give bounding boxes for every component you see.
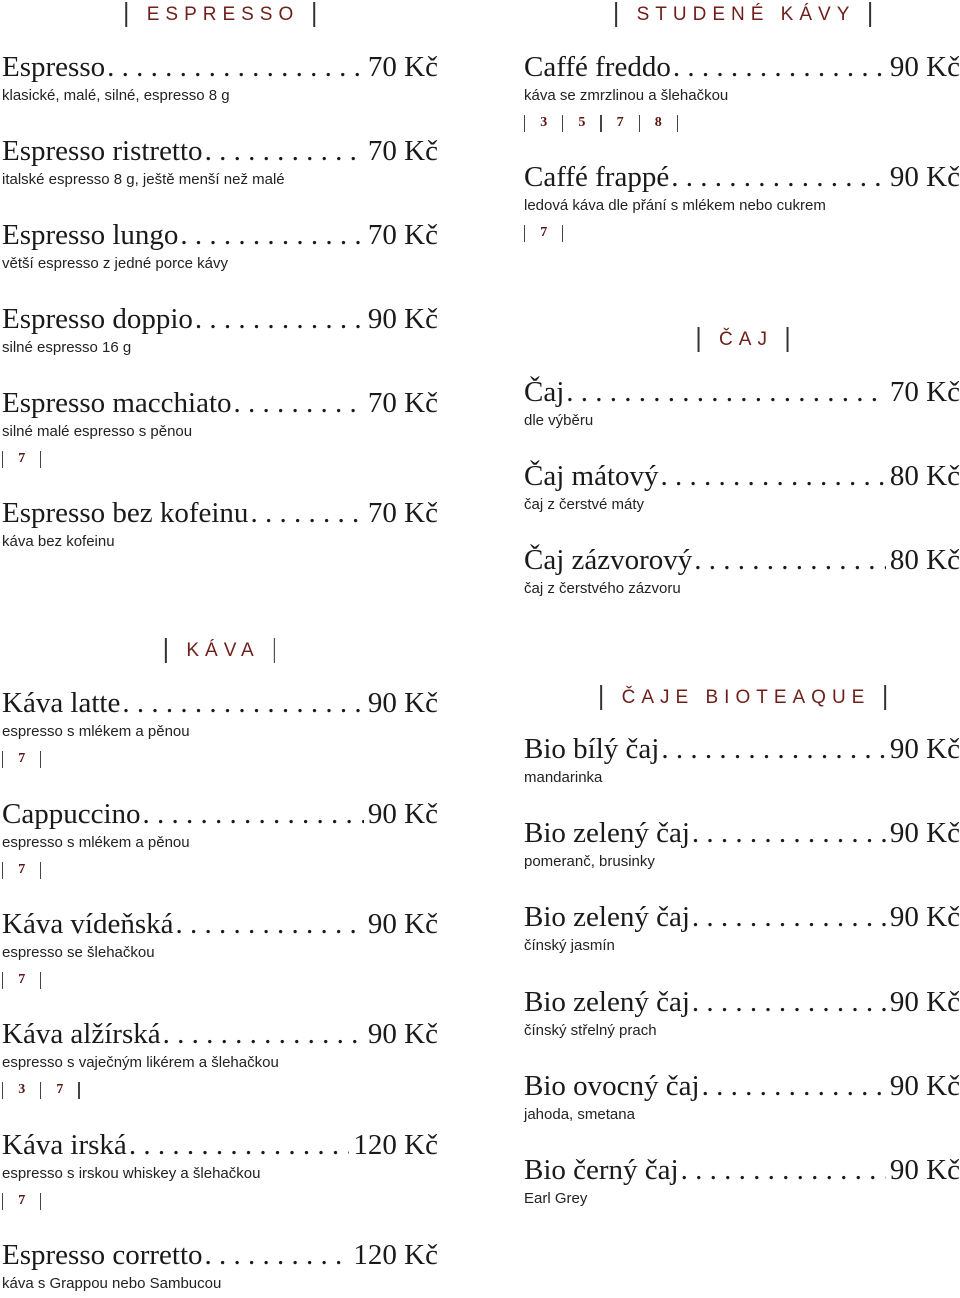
menu-item xyxy=(524,985,960,1040)
leader-dots xyxy=(681,1153,886,1187)
item-description: ledová káva dle přání s mlékem nebo cukrem xyxy=(524,197,826,214)
item-price: 70 Kč xyxy=(889,376,960,408)
allergen-list xyxy=(2,750,438,768)
allergen-number: 3 xyxy=(540,115,548,130)
item-line xyxy=(2,797,438,831)
leader-dots xyxy=(143,797,364,831)
title-divider xyxy=(869,2,871,27)
item-price: 90 Kč xyxy=(889,901,960,933)
item-price: 90 Kč xyxy=(367,303,438,335)
item-description: čaj z čerstvého zázvoru xyxy=(524,580,681,597)
menu-item xyxy=(2,1017,438,1099)
item-name: Bio bílý čaj xyxy=(524,733,660,765)
menu-item xyxy=(2,797,438,879)
title-divider xyxy=(884,685,886,710)
menu-item xyxy=(524,375,960,430)
section-title-caj xyxy=(698,327,789,352)
item-line xyxy=(524,543,960,577)
leader-dots xyxy=(205,1238,350,1272)
item-name: Cappuccino xyxy=(2,798,141,830)
allergen-list xyxy=(2,971,438,989)
menu-item xyxy=(2,302,438,357)
item-price: 90 Kč xyxy=(889,161,960,193)
item-price: 90 Kč xyxy=(889,817,960,849)
item-name: Espresso bez kofeinu xyxy=(2,497,249,529)
menu-item xyxy=(524,543,960,598)
section-title-text: KÁVA xyxy=(186,639,260,661)
item-line xyxy=(2,134,438,168)
item-line xyxy=(524,985,960,1019)
item-price: 90 Kč xyxy=(889,1154,960,1186)
allergen-list xyxy=(524,114,960,132)
item-line xyxy=(524,50,960,84)
allergen-divider xyxy=(40,451,41,468)
item-line xyxy=(524,160,960,194)
item-name: Espresso macchiato xyxy=(2,387,232,419)
item-name: Čaj xyxy=(524,376,565,408)
section-title-espresso xyxy=(125,2,315,27)
leader-dots xyxy=(673,50,886,84)
leader-dots xyxy=(702,1069,886,1103)
leader-dots xyxy=(129,1128,350,1162)
item-price: 90 Kč xyxy=(889,1070,960,1102)
leader-dots xyxy=(163,1017,364,1051)
menu-item xyxy=(524,816,960,871)
item-description: silné malé espresso s pěnou xyxy=(2,423,193,440)
item-line xyxy=(524,375,960,409)
item-line xyxy=(524,816,960,850)
item-line xyxy=(2,907,438,941)
item-line xyxy=(2,1128,438,1162)
leader-dots xyxy=(122,686,364,720)
section-title-text: ESPRESSO xyxy=(146,3,300,25)
allergen-number: 7 xyxy=(18,751,26,766)
menu-item xyxy=(524,1153,960,1208)
item-line xyxy=(2,386,438,420)
item-description: espresso s irskou whiskey a šlehačkou xyxy=(2,1165,261,1182)
item-description: italské espresso 8 g, ještě menší než malé xyxy=(2,171,285,188)
item-description: káva s Grappou nebo Sambucou xyxy=(2,1275,222,1292)
menu-item xyxy=(2,386,438,468)
leader-dots xyxy=(234,386,364,420)
menu-item xyxy=(2,1128,438,1210)
allergen-divider xyxy=(40,1193,41,1210)
item-price: 80 Kč xyxy=(889,460,960,492)
allergen-number: 7 xyxy=(540,225,548,240)
item-name: Bio zelený čaj xyxy=(524,817,690,849)
item-description: dle výběru xyxy=(524,412,594,429)
leader-dots xyxy=(694,543,886,577)
leader-dots xyxy=(692,985,886,1019)
item-price: 90 Kč xyxy=(367,1018,438,1050)
section-title-studene xyxy=(615,2,871,27)
leader-dots xyxy=(107,50,364,84)
item-name: Espresso corretto xyxy=(2,1239,203,1271)
item-price: 90 Kč xyxy=(367,908,438,940)
item-description: káva se zmrzlinou a šlehačkou xyxy=(524,87,729,104)
item-name: Bio černý čaj xyxy=(524,1154,679,1186)
item-price: 90 Kč xyxy=(889,733,960,765)
allergen-list xyxy=(2,1192,438,1210)
menu-item xyxy=(2,496,438,551)
item-price: 70 Kč xyxy=(367,387,438,419)
allergen-number: 5 xyxy=(578,115,586,130)
allergen-divider xyxy=(40,862,41,879)
item-line xyxy=(2,1017,438,1051)
item-price: 80 Kč xyxy=(889,544,960,576)
item-description: espresso se šlehačkou xyxy=(2,944,155,961)
title-divider xyxy=(274,638,276,663)
item-name: Bio zelený čaj xyxy=(524,986,690,1018)
item-name: Káva vídeňská xyxy=(2,908,174,940)
item-line xyxy=(524,900,960,934)
item-description: čaj z čerstvé máty xyxy=(524,496,645,513)
leader-dots xyxy=(692,816,886,850)
menu-item xyxy=(2,50,438,105)
item-line xyxy=(2,302,438,336)
item-line xyxy=(524,732,960,766)
item-description: espresso s mlékem a pěnou xyxy=(2,834,190,851)
allergen-divider xyxy=(40,972,41,989)
item-name: Bio ovocný čaj xyxy=(524,1070,700,1102)
allergen-number: 8 xyxy=(654,115,662,130)
item-name: Bio zelený čaj xyxy=(524,901,690,933)
item-description: jahoda, smetana xyxy=(524,1106,635,1123)
item-name: Espresso xyxy=(2,51,106,83)
section-title-bioteaque xyxy=(600,685,886,710)
item-description: pomeranč, brusinky xyxy=(524,853,655,870)
leader-dots xyxy=(661,459,886,493)
menu-item xyxy=(524,459,960,514)
section-title-kava xyxy=(165,638,275,663)
item-name: Čaj mátový xyxy=(524,460,659,492)
allergen-list xyxy=(2,861,438,879)
item-line xyxy=(2,218,438,252)
menu-item xyxy=(2,686,438,768)
leader-dots xyxy=(180,218,364,252)
leader-dots xyxy=(692,900,886,934)
item-description: espresso s vaječným likérem a šlehačkou xyxy=(2,1054,279,1071)
item-name: Káva alžírská xyxy=(2,1018,161,1050)
item-price: 90 Kč xyxy=(889,986,960,1018)
item-name: Káva irská xyxy=(2,1129,127,1161)
item-description: klasické, malé, silné, espresso 8 g xyxy=(2,87,230,104)
item-description: větší espresso z jedné porce kávy xyxy=(2,255,228,272)
section-title-text: STUDENÉ KÁVY xyxy=(636,3,856,25)
item-price: 70 Kč xyxy=(367,51,438,83)
allergen-number: 7 xyxy=(18,1193,26,1208)
allergen-number: 3 xyxy=(18,1082,26,1097)
allergen-number: 7 xyxy=(18,862,26,877)
allergen-number: 7 xyxy=(18,972,26,987)
leader-dots xyxy=(671,160,886,194)
menu-item xyxy=(2,218,438,273)
menu-item xyxy=(2,907,438,989)
leader-dots xyxy=(661,732,886,766)
menu-item xyxy=(524,1069,960,1124)
item-price: 120 Kč xyxy=(353,1129,438,1161)
item-name: Káva latte xyxy=(2,687,121,719)
item-line xyxy=(524,459,960,493)
allergen-number: 7 xyxy=(616,115,624,130)
item-price: 90 Kč xyxy=(889,51,960,83)
item-description: Earl Grey xyxy=(524,1190,588,1207)
item-name: Espresso lungo xyxy=(2,219,179,251)
menu-item xyxy=(524,900,960,955)
section-title-text: ČAJ xyxy=(719,328,773,350)
item-price: 70 Kč xyxy=(367,497,438,529)
allergen-list xyxy=(524,224,960,242)
item-price: 70 Kč xyxy=(367,135,438,167)
title-divider xyxy=(313,2,315,27)
allergen-number: 7 xyxy=(56,1082,64,1097)
item-line xyxy=(2,50,438,84)
allergen-divider xyxy=(562,225,563,242)
item-name: Espresso doppio xyxy=(2,303,193,335)
allergen-number: 7 xyxy=(18,451,26,466)
item-description: espresso s mlékem a pěnou xyxy=(2,723,190,740)
item-description: čínský střelný prach xyxy=(524,1022,657,1039)
title-divider xyxy=(787,327,789,352)
menu-item xyxy=(524,732,960,787)
item-name: Čaj zázvorový xyxy=(524,544,693,576)
item-name: Espresso ristretto xyxy=(2,135,203,167)
item-price: 90 Kč xyxy=(367,798,438,830)
item-price: 120 Kč xyxy=(353,1239,438,1271)
allergen-divider xyxy=(677,115,678,132)
item-name: Caffé frappé xyxy=(524,161,670,193)
item-price: 90 Kč xyxy=(367,687,438,719)
allergen-divider xyxy=(40,751,41,768)
item-price: 70 Kč xyxy=(367,219,438,251)
item-name: Caffé freddo xyxy=(524,51,671,83)
item-line xyxy=(2,686,438,720)
menu-item xyxy=(2,134,438,189)
item-description: čínský jasmín xyxy=(524,937,615,954)
menu-item xyxy=(2,1238,438,1293)
allergen-divider xyxy=(78,1082,79,1099)
leader-dots xyxy=(205,134,364,168)
leader-dots xyxy=(566,375,886,409)
section-title-text: ČAJE BIOTEAQUE xyxy=(621,686,871,708)
leader-dots xyxy=(176,907,364,941)
allergen-list xyxy=(2,1081,438,1099)
item-description: káva bez kofeinu xyxy=(2,533,115,550)
item-line xyxy=(2,1238,438,1272)
leader-dots xyxy=(195,302,364,336)
menu-item xyxy=(524,50,960,132)
item-line xyxy=(524,1153,960,1187)
item-line xyxy=(2,496,438,530)
item-line xyxy=(524,1069,960,1103)
item-description: mandarinka xyxy=(524,769,603,786)
menu-item xyxy=(524,160,960,242)
leader-dots xyxy=(250,496,363,530)
item-description: silné espresso 16 g xyxy=(2,339,132,356)
allergen-list xyxy=(2,450,438,468)
